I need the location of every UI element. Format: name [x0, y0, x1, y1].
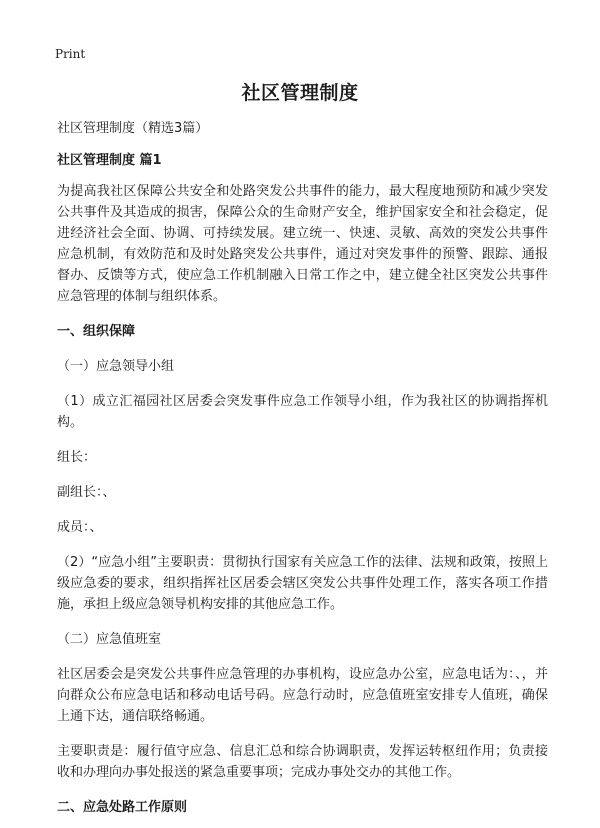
subsection-heading-leadership-group: （一）应急领导小组: [57, 359, 175, 374]
section-heading-organization: 一、组织保障: [57, 324, 136, 339]
members-line: 成员：、: [57, 520, 103, 535]
document-body: [57, 118, 548, 818]
duty-responsibilities-paragraph: 主要职责是：履行值守应急、信息汇总和综合协调职责，发挥运转枢纽作用；负责接收和办理向办事处报送的紧急重要事项；完成办事处交办的其他工作。: [57, 744, 548, 780]
leader-line: 组长：: [57, 450, 97, 465]
section-heading-principles: 二、应急处路工作原则: [57, 800, 188, 815]
document-subtitle: 社区管理制度（精选3篇）: [57, 121, 209, 136]
item-paragraph-2: （2）“应急小组”主要职责：贯彻执行国家有关应急工作的法律、法规和政策，按照上级应急委的要求，组织指挥社区居委会辖区突发公共事件处理工作，落实各项工作措施，承担上级应急领导机构安排的其他应急工作。: [57, 555, 548, 612]
document-title: 社区管理制度: [241, 82, 359, 104]
print-label: Print: [55, 47, 86, 61]
item-paragraph-1: （1）成立汇福园社区居委会突发事件应急工作领导小组，作为我社区的协调指挥机构。: [57, 394, 548, 430]
article-title: 社区管理制度 篇1: [57, 153, 162, 168]
intro-paragraph: 为提高我社区保障公共安全和处路突发公共事件的能力，最大程度地预防和减少突发公共事件及其造成的损害，保障公众的生命财产安全，维护国家安全和社会稳定，促进经济社会全面、协调、可持续发展。建立统一、快速、灵敏、高效的突发公共事件应急机制，有效防范和及时处路突发公共事件，通过对突发事件的预警、跟踪、通报督办、反馈等方式，使应急工作机制融入日常工作之中，建立健全社区突发公共事件应急管理的体制与组织体系。: [57, 184, 548, 304]
duty-room-paragraph: 社区居委会是突发公共事件应急管理的办事机构，设应急办公室，应急电话为：、，并向群众公布应急电话和移动电话号码。应急行动时，应急值班室安排专人值班，确保上通下达，通信联络畅通。: [57, 667, 548, 724]
vice-leader-line: 副组长：、: [57, 485, 116, 500]
subsection-heading-duty-room: （二）应急值班室: [57, 632, 162, 647]
